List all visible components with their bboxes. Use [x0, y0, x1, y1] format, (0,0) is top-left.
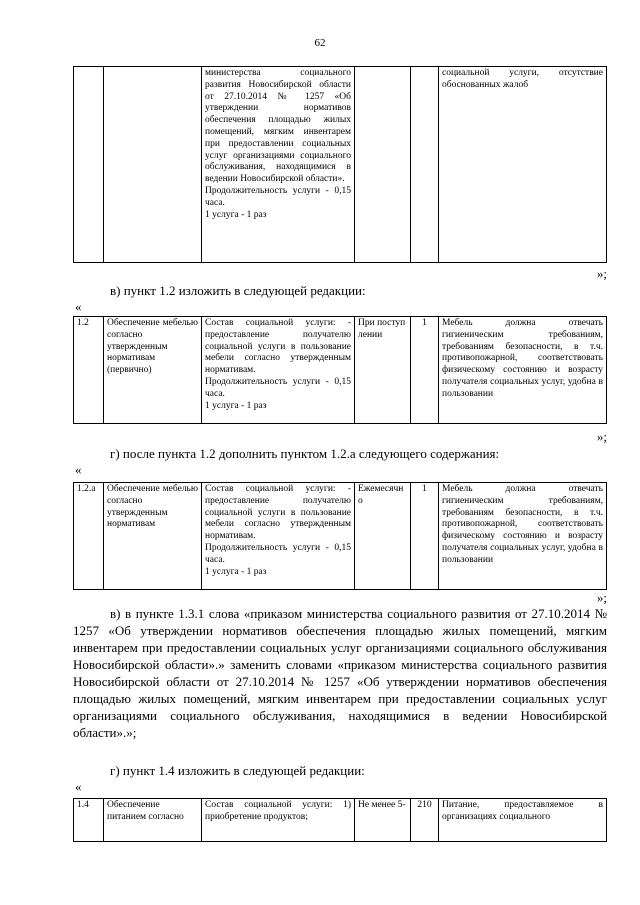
end-mark: »;	[596, 429, 607, 444]
cell-criteria: Мебель должна отвечать гигиеническим требованиям, требованиям безопасности, в т.ч. противопожарной, соответствовать физическому состоянию и возрасту получателя социальных услуг, удобна в пользовании	[439, 483, 607, 590]
heading-g1: г) после пункта 1.2 дополнить пунктом 1.2.а следующего содержания:	[110, 446, 500, 461]
end-mark: »;	[596, 266, 607, 281]
cell-num	[74, 67, 104, 263]
cell-name: Обеспечение питанием согласно	[104, 799, 202, 842]
cell-content: Состав социальной услуги: - предоставление получателю социальной услуги в пользование мебели согласно утвержденным нормативам. Продолжительность услуги - 0,15 часа. 1 услуга - 1 раз	[202, 483, 355, 590]
cell-name: Обеспечение мебелью согласно утвержденным нормативам	[104, 483, 202, 590]
table-continuation	[73, 66, 607, 263]
cell-num: 1.2	[74, 317, 104, 424]
open-mark: «	[75, 299, 82, 314]
table-item-1-2a	[73, 482, 607, 590]
cell-name: Обеспечение мебелью согласно утвержденным нормативам (первично)	[104, 317, 202, 424]
cell-content: Состав социальной услуги: 1) приобретение продуктов;	[202, 799, 355, 842]
page-number: 62	[314, 37, 326, 49]
table-row	[74, 317, 607, 424]
cell-criteria: Питание, предоставляемое в организациях социального	[439, 799, 607, 842]
cell-period: Ежемесячно	[355, 483, 411, 590]
cell-count: 210	[411, 799, 439, 842]
cell-period: При поступлении	[355, 317, 411, 424]
cell-count: 1	[411, 317, 439, 424]
heading-v: в) пункт 1.2 изложить в следующей редакции:	[110, 283, 366, 298]
table-row	[74, 67, 607, 263]
table-item-1-4	[73, 798, 607, 842]
cell-criteria: Мебель должна отвечать гигиеническим требованиям, требованиям безопасности, в т.ч. противопожарной, соответствовать физическому состоянию и возрасту получателя социальных услуг, удобна в пользовании	[439, 317, 607, 424]
cell-count: 1	[411, 483, 439, 590]
table-item-1-2	[73, 316, 607, 424]
cell-period: Не менее 5-	[355, 799, 411, 842]
paragraph-v: в) в пункте 1.3.1 слова «приказом министерства социального развития от 27.10.2014 № 1257 «Об утверждении нормативов обеспечения площадью жилых помещений, мягким инвентарем при предоставлении социальных услуг организациями социального обслуживания Новосибирской области».» заменить словами «приказом министерства социального развития Новосибирской области от 27.10.2014 № 1257 «Об утверждении нормативов обеспечения площадью жилых помещений, мягким инвентарем при предоставлении социальных услуг организациями социального обслуживания, находящимися в ведении Новосибирской области».»;	[73, 606, 607, 740]
cell-num: 1.2.а	[74, 483, 104, 590]
heading-g2: г) пункт 1.4 изложить в следующей редакции:	[110, 763, 365, 778]
cell-content: министерства социального развития Новосибирской области от 27.10.2014 № 1257 «Об утверждении нормативов обеспечения площадью жилых помещений, мягким инвентарем при предоставлении социальных услуг организациями социального обслуживания, находящимися в ведении Новосибирской области». Продолжительность услуги - 0,15 часа. 1 услуга - 1 раз	[202, 67, 355, 263]
cell-criteria: социальной услуги, отсутствие обоснованных жалоб	[439, 67, 607, 263]
cell-num: 1.4	[74, 799, 104, 842]
cell-count	[411, 67, 439, 263]
table-row	[74, 799, 607, 842]
end-mark: »;	[596, 590, 607, 605]
open-mark: «	[75, 779, 82, 794]
cell-name	[104, 67, 202, 263]
cell-period	[355, 67, 411, 263]
cell-content: Состав социальной услуги: - предоставление получателю социальной услуги в пользование мебели согласно утвержденным нормативам. Продолжительность услуги - 0,15 часа. 1 услуга - 1 раз	[202, 317, 355, 424]
table-row	[74, 483, 607, 590]
open-mark: «	[75, 462, 82, 477]
